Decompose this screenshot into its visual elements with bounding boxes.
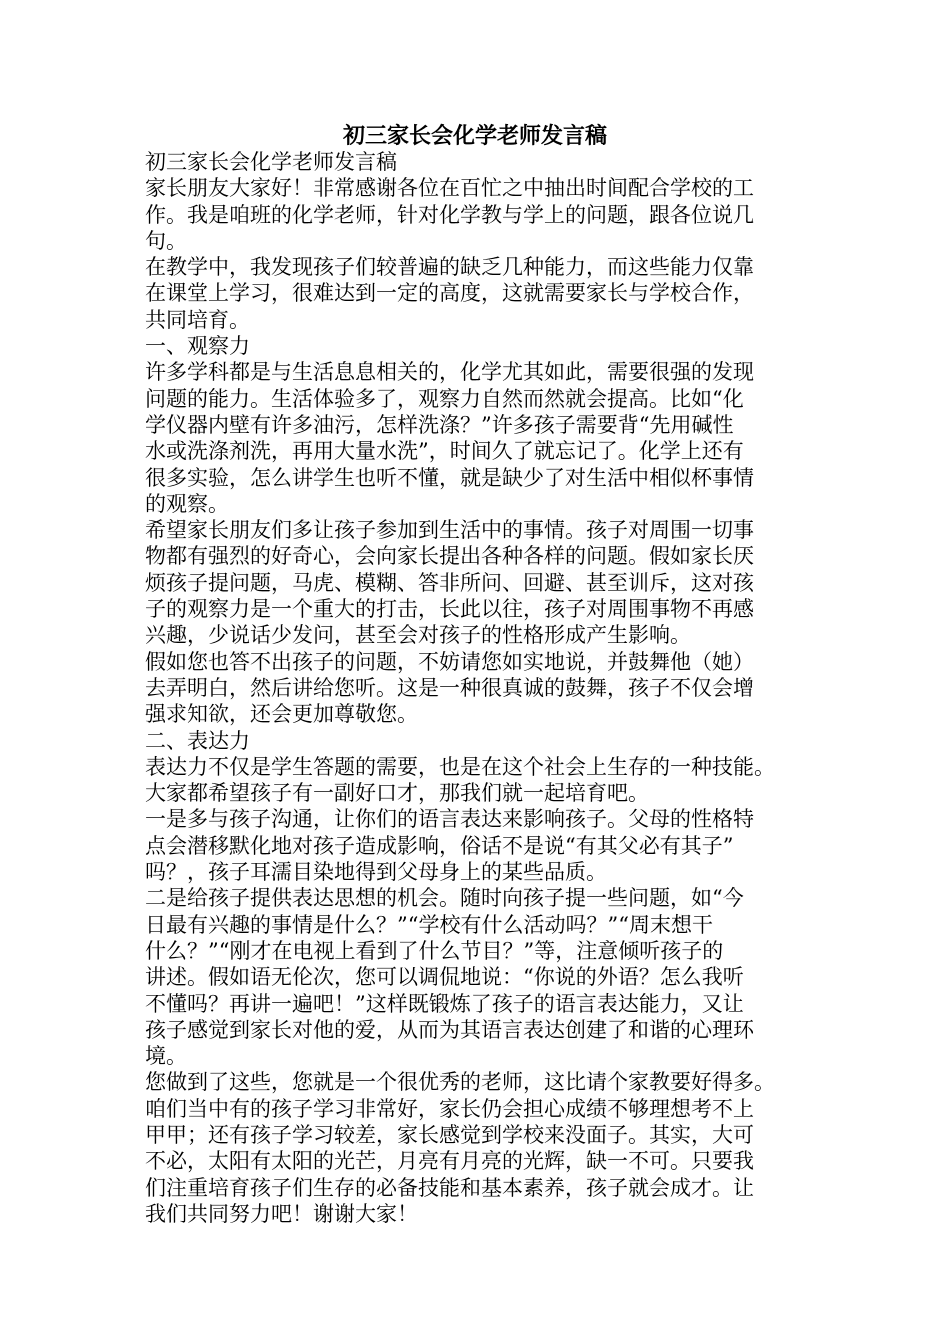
body-line: 学仪器内壁有许多油污，怎样洗涤？”许多孩子需要背“先用碱性 [145,412,734,437]
body-line: 境。 [145,1044,187,1069]
body-line: 强求知欲，还会更加尊敬您。 [145,702,418,727]
body-line: 们注重培育孩子们生存的必备技能和基本素养，孩子就会成才。让 [145,1175,754,1200]
body-line: 甲甲；还有孩子学习较差，家长感觉到学校来没面子。其实，大可 [145,1122,754,1147]
body-line: 在课堂上学习，很难达到一定的高度，这就需要家长与学校合作， [145,281,754,306]
body-line: 的观察。 [145,491,229,516]
body-line: 点会潜移默化地对孩子造成影响，俗话不是说“有其父必有其子” [145,833,734,858]
body-line: 表达力不仅是学生答题的需要，也是在这个社会上生存的一种技能。 [145,754,775,779]
body-line: 不懂吗？再讲一遍吧！”这样既锻炼了孩子的语言表达能力，又让 [145,991,744,1016]
body-line: 共同培育。 [145,307,250,332]
body-line: 不必，太阳有太阳的光芒，月亮有月亮的光辉，缺一不可。只要我 [145,1149,754,1174]
body-line: 什么？”“刚才在电视上看到了什么节目？”等，注意倾听孩子的 [145,938,724,963]
body-line: 吗？，孩子耳濡目染地得到父母身上的某些品质。 [145,860,607,885]
body-line: 咱们当中有的孩子学习非常好，家长仍会担心成绩不够理想考不上 [145,1096,754,1121]
body-line: 日最有兴趣的事情是什么？”“学校有什么活动吗？”“周末想干 [145,912,713,937]
body-line: 假如您也答不出孩子的问题，不妨请您如实地说，并鼓舞他（她） [145,649,754,674]
body-line: 水或洗涤剂洗，再用大量水洗”，时间久了就忘记了。化学上还有 [145,439,744,464]
body-line: 讲述。假如语无伦次，您可以调侃地说：“你说的外语？怎么我听 [145,965,744,990]
body-line: 作。我是咱班的化学老师，针对化学教与学上的问题，跟各位说几 [145,202,754,227]
section-heading: 二、表达力 [145,728,250,753]
section-heading: 一、观察力 [145,334,250,359]
body-line: 去弄明白，然后讲给您听。这是一种很真诚的鼓舞，孩子不仅会增 [145,675,754,700]
body-line: 希望家长朋友们多让孩子参加到生活中的事情。孩子对周围一切事 [145,518,754,543]
document-body [145,149,810,1227]
body-line: 句。 [145,228,187,253]
body-line: 在教学中，我发现孩子们较普遍的缺乏几种能力，而这些能力仅靠 [145,255,754,280]
body-line: 子的观察力是一个重大的打击，长此以往，孩子对周围事物不再感 [145,597,754,622]
body-line: 一是多与孩子沟通，让你们的语言表达来影响孩子。父母的性格特 [145,807,754,832]
body-line: 二是给孩子提供表达思想的机会。随时向孩子提一些问题，如“今 [145,886,744,911]
body-line: 您做到了这些，您就是一个很优秀的老师，这比请个家教要好得多。 [145,1070,775,1095]
body-line: 问题的能力。生活体验多了，观察力自然而然就会提高。比如“化 [145,386,744,411]
body-line: 兴趣，少说话少发问，甚至会对孩子的性格形成产生影响。 [145,623,691,648]
body-line: 烦孩子提问题，马虎、模糊、答非所问、回避、甚至训斥，这对孩 [145,570,754,595]
body-line: 物都有强烈的好奇心，会向家长提出各种各样的问题。假如家长厌 [145,544,754,569]
body-line: 初三家长会化学老师发言稿 [145,150,397,174]
body-line: 孩子感觉到家长对他的爱，从而为其语言表达创建了和谐的心理环 [145,1017,754,1042]
body-line: 大家都希望孩子有一副好口才，那我们就一起培育吧。 [145,781,649,806]
body-line: 很多实验，怎么讲学生也听不懂，就是缺少了对生活中相似杯事情 [145,465,754,490]
body-line: 我们共同努力吧！谢谢大家！ [145,1201,418,1226]
body-line: 许多学科都是与生活息息相关的，化学尤其如此，需要很强的发现 [145,360,754,385]
document-title: 初三家长会化学老师发言稿 [342,123,607,149]
body-line: 家长朋友大家好！非常感谢各位在百忙之中抽出时间配合学校的工 [145,176,754,201]
